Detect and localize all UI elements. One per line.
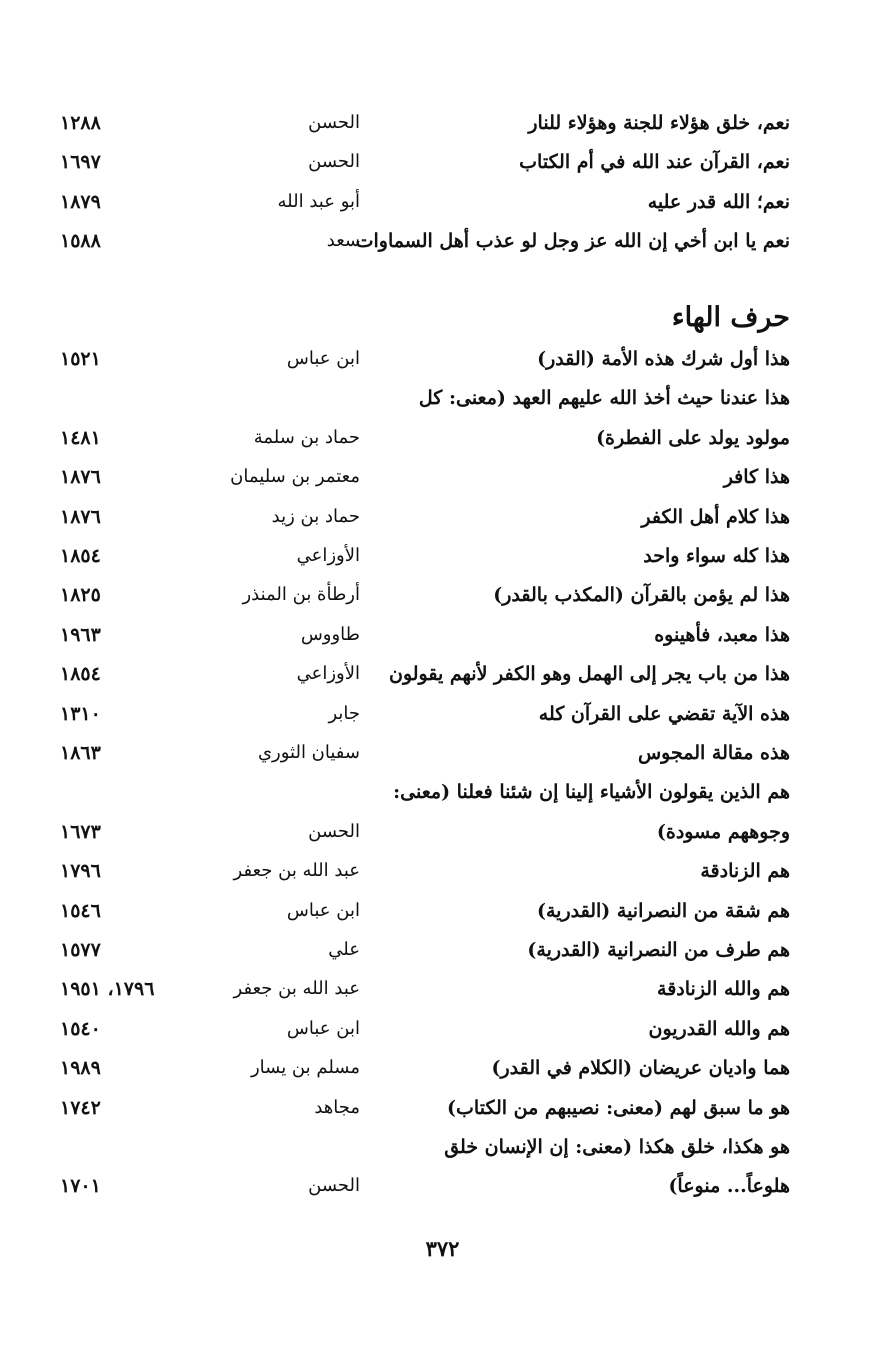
entry-text: نعم، خلق هؤلاء للجنة وهؤلاء للنار	[528, 112, 790, 134]
index-entry	[60, 773, 790, 811]
index-entry	[60, 340, 790, 378]
index-entry	[60, 734, 790, 772]
entry-number: ١٥٧٧	[60, 939, 101, 961]
entry-number: ١٧٤٢	[60, 1096, 101, 1119]
index-entry	[60, 379, 790, 417]
entry-number: ١٦٧٣	[60, 820, 101, 843]
entry-narrator: الحسن	[308, 820, 360, 842]
entry-text: مولود يولد على الفطرة)	[596, 426, 790, 449]
entry-text: هذا لم يؤمن بالقرآن (المكذب بالقدر)	[493, 584, 790, 607]
entry-text: هذا عندنا حيث أخذ الله عليهم العهد (معنى: كل	[418, 387, 790, 410]
entry-text: نعم يا ابن أخي إن الله عز وجل لو عذب أهل السماوات	[355, 230, 790, 253]
entry-number: ١٩٨٩	[60, 1057, 101, 1080]
entry-narrator: مجاهد	[314, 1096, 360, 1118]
entry-number: ١٥٤٦	[60, 899, 101, 922]
entry-text: هذا معبد، فأهينوه	[654, 623, 790, 646]
entry-narrator: الحسن	[308, 151, 360, 173]
index-entry	[60, 222, 790, 260]
entry-number: ١٧٩٦، ١٩٥١	[60, 978, 155, 1001]
entry-narrator: ابن عباس	[286, 1017, 360, 1039]
entry-narrator: جابر	[328, 702, 360, 724]
entry-number: ١٣١٠	[60, 702, 101, 725]
page-number: ٣٧٢	[425, 1236, 460, 1261]
index-entry	[60, 143, 790, 181]
entry-number: ١٦٩٧	[60, 151, 101, 174]
entry-narrator: ابن عباس	[286, 348, 360, 369]
entry-number: ١٨٢٥	[60, 584, 101, 607]
entry-number: ١٨٥٤	[60, 663, 101, 686]
entry-narrator: حماد بن زيد	[271, 505, 360, 527]
entry-number: ١٩٦٣	[60, 623, 101, 646]
entry-text: هذه الآية تقضي على القرآن كله	[538, 702, 790, 725]
entry-text: هم الذين يقولون الأشياء إلينا إن شئنا فعلنا (معنى:	[393, 781, 790, 804]
entry-number: ١٢٨٨	[60, 112, 101, 134]
entry-text: هذا كافر	[723, 466, 790, 489]
index-entry	[60, 576, 790, 614]
entry-narrator: طاووس	[300, 623, 360, 645]
index-entry	[60, 104, 790, 142]
entry-narrator: الحسن	[308, 1175, 360, 1197]
entry-number: ١٧٠١	[60, 1175, 101, 1198]
entry-narrator: أبو عبد الله	[277, 190, 360, 212]
entry-text: هم طرف من النصرانية (القدرية)	[527, 939, 790, 961]
entry-text: هذا كلام أهل الكفر	[641, 505, 790, 528]
section-heading: حرف الهاء	[671, 302, 790, 333]
index-entry	[60, 1089, 790, 1127]
entry-narrator: عبد الله بن جعفر	[233, 860, 360, 882]
entry-narrator: عبد الله بن جعفر	[233, 978, 360, 1000]
entry-narrator: ابن عباس	[286, 899, 360, 921]
entry-number: ١٥٢١	[60, 348, 101, 370]
index-entry	[60, 695, 790, 733]
entry-number: ١٥٤٠	[60, 1017, 101, 1040]
index-entry	[60, 892, 790, 930]
entry-narrator: سفيان الثوري	[257, 742, 360, 763]
entry-number: ١٨٧٦	[60, 505, 101, 528]
entry-text: هذه مقالة المجوس	[637, 742, 790, 764]
entry-text: وجوههم مسودة)	[656, 820, 790, 843]
entry-text: هذا كله سواء واحد	[643, 545, 790, 567]
index-entry	[60, 1167, 790, 1205]
index-entry	[60, 616, 790, 654]
entry-number: ١٥٨٨	[60, 230, 101, 253]
index-entry	[60, 655, 790, 693]
entry-narrator: معتمر بن سليمان	[230, 466, 360, 488]
entry-text: هم الزنادقة	[700, 860, 790, 883]
index-entry	[60, 1128, 790, 1166]
entry-narrator: مسلم بن يسار	[250, 1057, 360, 1079]
entry-number: ١٧٩٦	[60, 860, 101, 883]
index-entry	[60, 458, 790, 496]
entry-text: هم والله الزنادقة	[657, 978, 790, 1001]
entry-narrator: سعد	[326, 230, 360, 252]
entry-text: هو هكذا، خلق هكذا (معنى: إن الإنسان خلق	[444, 1136, 790, 1158]
index-entry	[60, 1010, 790, 1048]
entry-text: هم شقة من النصرانية (القدرية)	[536, 899, 790, 922]
entry-narrator: أرطأة بن المنذر	[242, 584, 360, 606]
entry-narrator: الأوزاعي	[296, 545, 360, 566]
entry-narrator: حماد بن سلمة	[253, 426, 360, 448]
entry-text: هما واديان عريضان (الكلام في القدر)	[491, 1057, 790, 1080]
index-entry	[60, 498, 790, 536]
index-entry	[60, 813, 790, 851]
index-entry	[60, 970, 790, 1008]
entry-text: نعم؛ الله قدر عليه	[647, 190, 790, 213]
entry-number: ١٤٨١	[60, 426, 101, 449]
entry-text: هذا من باب يجر إلى الهمل وهو الكفر لأنهم يقولون	[388, 663, 790, 686]
entry-number: ١٨٦٣	[60, 742, 101, 764]
entry-number: ١٨٧٩	[60, 190, 101, 213]
entry-text: هذا أول شرك هذه الأمة (القدر)	[537, 348, 790, 370]
entry-text: نعم، القرآن عند الله في أم الكتاب	[519, 151, 790, 174]
entry-narrator: الأوزاعي	[296, 663, 360, 685]
entry-text: هو ما سبق لهم (معنى: نصيبهم من الكتاب)	[447, 1096, 790, 1119]
entry-text: هلوعاً... منوعاً)	[668, 1175, 790, 1198]
index-entry	[60, 419, 790, 457]
entry-narrator: علي	[328, 939, 360, 960]
entry-number: ١٨٥٤	[60, 545, 101, 567]
entry-narrator: الحسن	[308, 112, 360, 133]
index-entry	[60, 852, 790, 890]
index-entry	[60, 537, 790, 575]
entry-number: ١٨٧٦	[60, 466, 101, 489]
index-entry	[60, 1049, 790, 1087]
entry-text: هم والله القدريون	[648, 1017, 790, 1040]
index-entry	[60, 931, 790, 969]
index-entry	[60, 183, 790, 221]
